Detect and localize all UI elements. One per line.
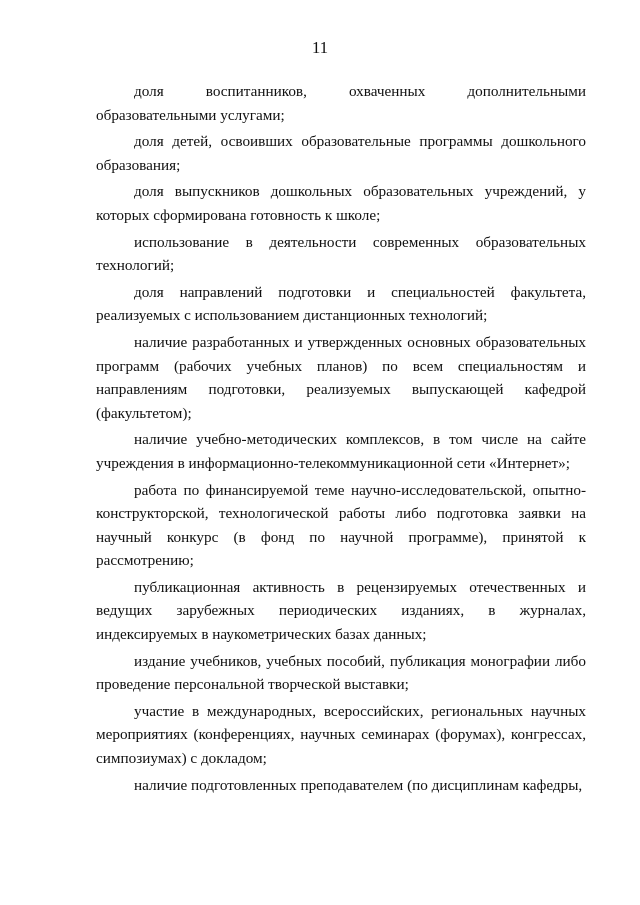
- paragraph: публикационная активность в рецензируемых отечественных и ведущих зарубежных периодических изданиях, в журналах, индексируемых в наукометрических базах данных;: [96, 578, 586, 644]
- paragraph: доля воспитанников, охваченных дополнительными образовательными услугами;: [96, 83, 586, 124]
- page-number: 11: [311, 38, 329, 57]
- paragraph: работа по финансируемой теме научно-исследовательской, опытно-конструкторской, технологической работы либо подготовка заявки на научный конкурс (в фонд по научной программе), принятой к рассмотрению;: [96, 481, 586, 570]
- paragraph: наличие разработанных и утвержденных основных образовательных программ (рабочих учебных планов) по всем специальностям и направлениям подготовки, реализуемых выпускающей кафедрой (факультетом);: [96, 333, 586, 422]
- paragraph: издание учебников, учебных пособий, публикация монографии либо проведение персональной творческой выставки;: [96, 652, 586, 694]
- paragraph: использование в деятельности современных образовательных технологий;: [96, 233, 586, 275]
- paragraph: доля направлений подготовки и специальностей факультета, реализуемых с использованием дистанционных технологий;: [96, 283, 586, 325]
- paragraph: доля детей, освоивших образовательные программы дошкольного образования;: [96, 133, 586, 174]
- paragraph: наличие учебно-методических комплексов, в том числе на сайте учреждения в информационно-телекоммуникационной сети «Интернет»;: [96, 431, 586, 472]
- paragraph: доля выпускников дошкольных образовательных учреждений, у которых сформирована готовность к школе;: [96, 183, 586, 224]
- paragraph: наличие подготовленных преподавателем (по дисциплинам кафедры,: [134, 776, 583, 794]
- paragraph: участие в международных, всероссийских, региональных научных мероприятиях (конференциях, научных семинарах (форумах), конгрессах, симпозиумах) с докладом;: [96, 702, 586, 768]
- document-body: [96, 80, 586, 800]
